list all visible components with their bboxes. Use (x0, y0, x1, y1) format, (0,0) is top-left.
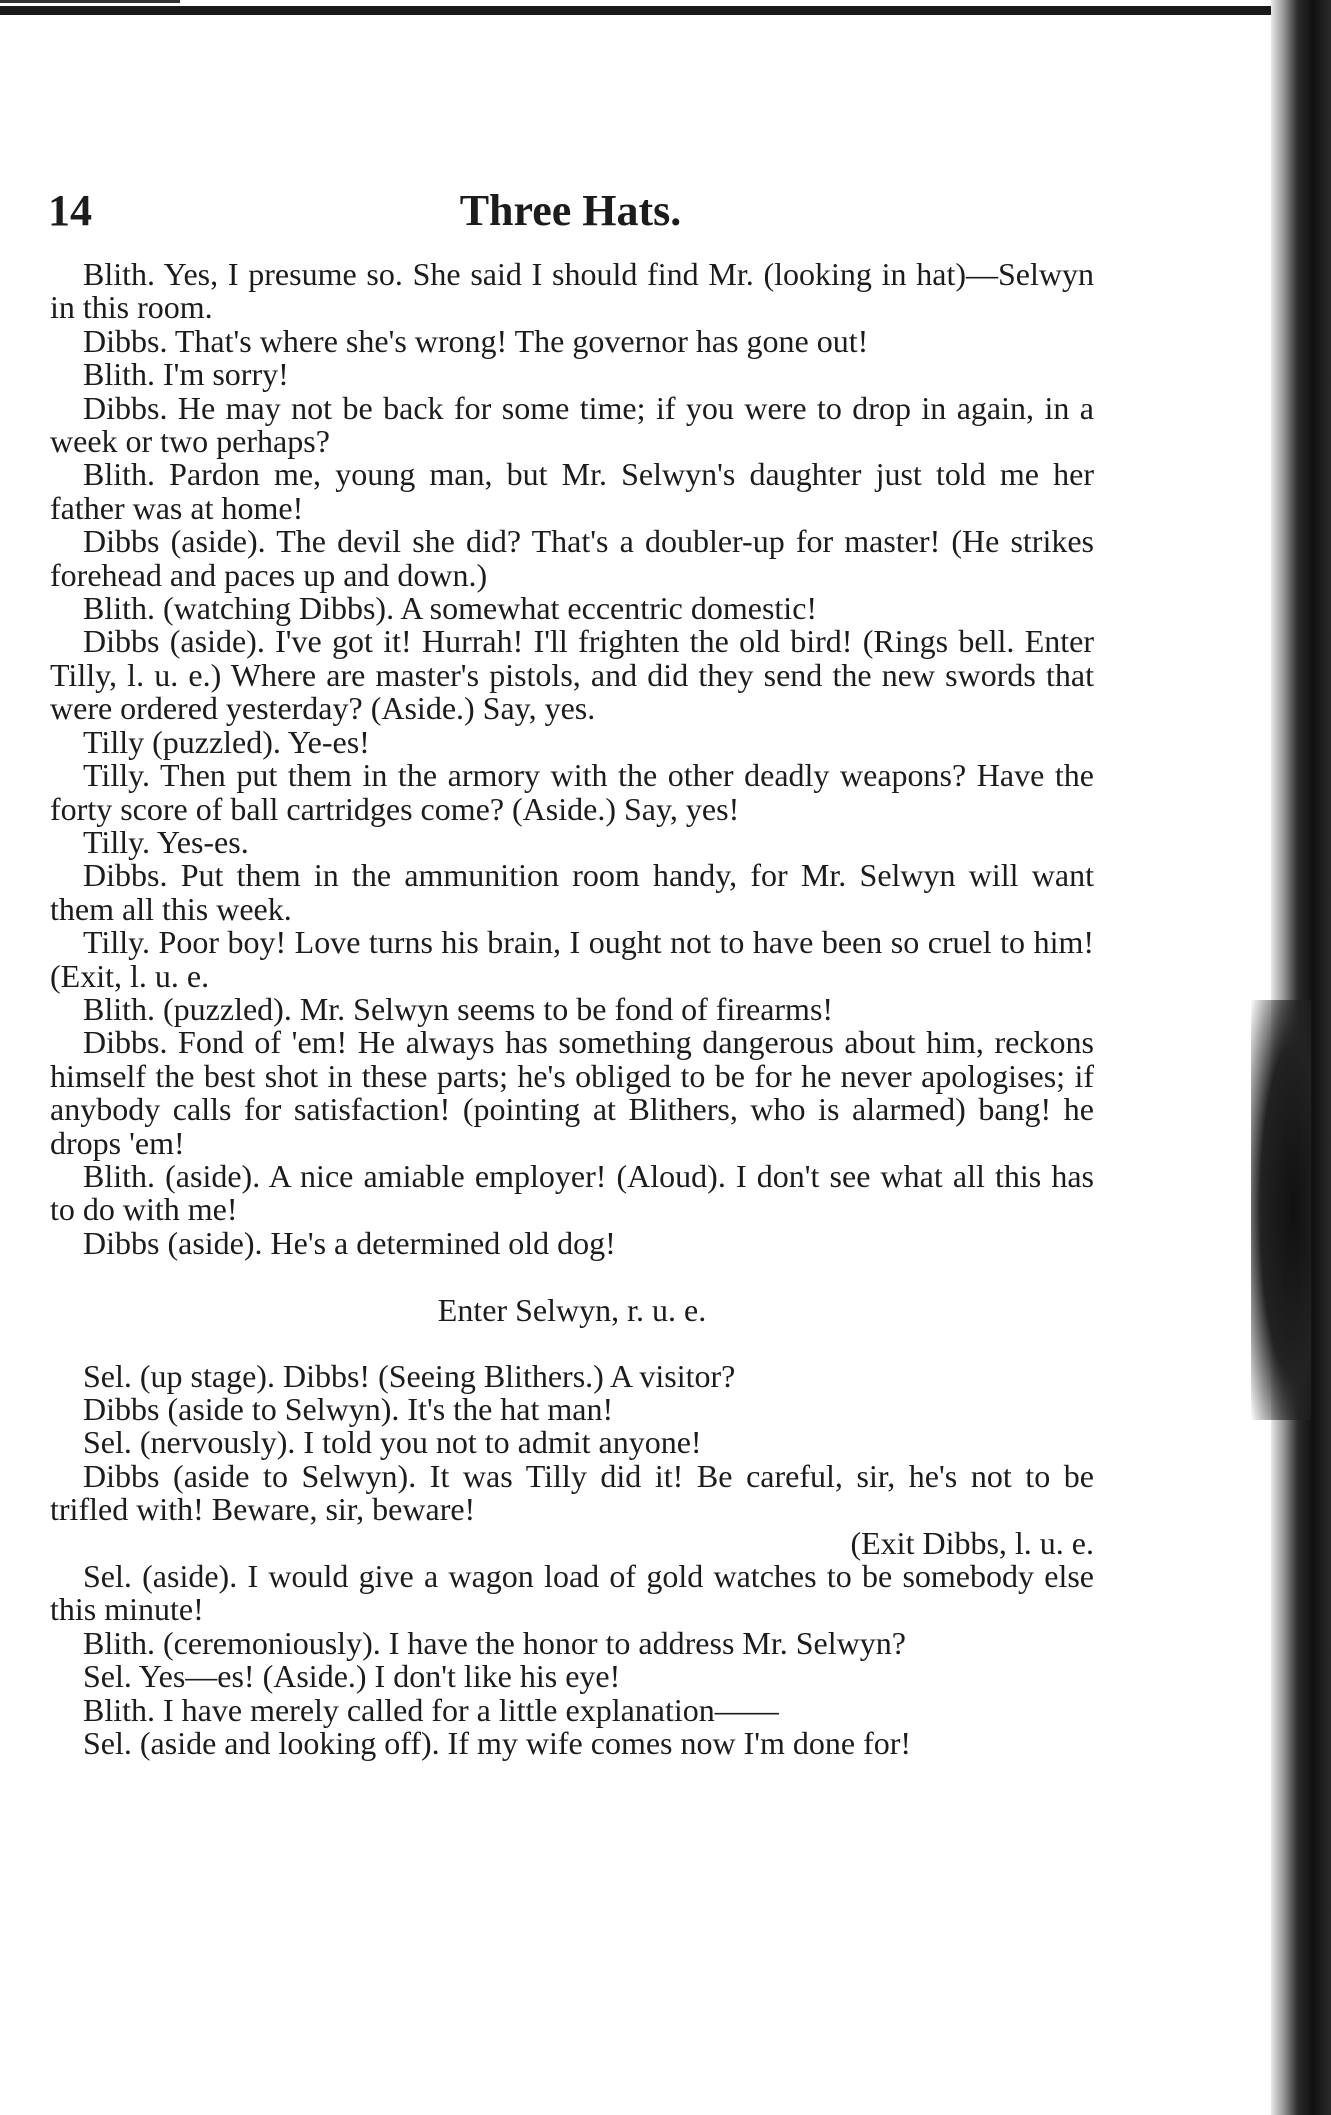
line-24: Sel. (aside). I would give a wagon load of gold watches to be somebody else this minute! (50, 1558, 1094, 1628)
line-4: Dibbs. He may not be back for some time; if you were to drop in again, in a week or two perhaps? (50, 389, 1094, 460)
line-22: Dibbs (aside to Selwyn). It was Tilly did it! Be careful, sir, he's not to be trifled with! Beware, sir, beware! (50, 1457, 1094, 1528)
line-17: Dibbs (aside). He's a determined old dog! (83, 1224, 616, 1261)
line-15: Dibbs. Fond of 'em! He always has something dangerous about him, reckons himself the best shot in these parts; he's obliged to be for he never apologises; if anybody calls for satisfaction! (pointing at Blithers, who is alarmed) bang! he drops 'em! (50, 1024, 1094, 1161)
binding-dark-patch (1251, 1000, 1311, 1420)
line-5: Blith. Pardon me, young man, but Mr. Selwyn's daughter just told me her father was at home! (50, 456, 1094, 526)
line-27: Blith. I have merely called for a little explanation—— (83, 1691, 779, 1728)
line-2: Dibbs. That's where she's wrong! The governor has gone out! (83, 322, 869, 359)
line-9: Tilly (puzzled). Ye-es! (83, 723, 370, 760)
line-19: Sel. (up stage). Dibbs! (Seeing Blithers.) A visitor? (83, 1357, 736, 1394)
line-11: Tilly. Yes-es. (83, 823, 249, 860)
line-16: Blith. (aside). A nice amiable employer! (Aloud). I don't see what all this has to do with me! (50, 1157, 1094, 1228)
line-20: Dibbs (aside to Selwyn). It's the hat man! (83, 1391, 614, 1427)
line-3: Blith. I'm sorry! (83, 356, 289, 393)
line-13: Tilly. Poor boy! Love turns his brain, I ought not to have been so cruel to him! (Exit, l. u. e. (50, 924, 1094, 994)
top-edge-rule (0, 6, 1331, 15)
running-title: Three Hats. (459, 186, 682, 235)
line-28: Sel. (aside and looking off). If my wife comes now I'm done for! (83, 1725, 912, 1762)
line-1: Blith. Yes, I presume so. She said I should find Mr. (looking in hat)—Selwyn in this room. (50, 256, 1094, 326)
play-text (50, 258, 1094, 1760)
line-12: Dibbs. Put them in the ammunition room handy, for Mr. Selwyn will want them all this week. (50, 857, 1094, 927)
top-edge-mark (0, 0, 180, 3)
line-8: Dibbs (aside). I've got it! Hurrah! I'll frighten the old bird! (Rings bell. Enter Tilly, l. u. e.) Where are master's pistols, and did they send the new swords that were ordered yesterday? (Aside.) Say, yes. (50, 623, 1094, 727)
line-14: Blith. (puzzled). Mr. Selwyn seems to be fond of firearms! (83, 990, 834, 1027)
line-6: Dibbs (aside). The devil she did? That's a doubler-up for master! (He strikes forehead and paces up and down.) (50, 523, 1094, 593)
page-number: 14 (48, 186, 92, 235)
line-10: Tilly. Then put them in the armory with the other deadly weapons? Have the forty score of ball cartridges come? (Aside.) Say, yes! (50, 757, 1094, 827)
line-21: Sel. (nervously). I told you not to admit anyone! (83, 1424, 702, 1461)
line-7: Blith. (watching Dibbs). A somewhat eccentric domestic! (83, 590, 818, 627)
exit-direction: (Exit Dibbs, l. u. e. (850, 1524, 1094, 1561)
page-header (48, 185, 1093, 245)
line-26: Sel. Yes—es! (Aside.) I don't like his eye! (83, 1658, 621, 1695)
stage-direction: Enter Selwyn, r. u. e. (437, 1292, 707, 1329)
line-25: Blith. (ceremoniously). I have the honor to address Mr. Selwyn? (83, 1624, 906, 1661)
